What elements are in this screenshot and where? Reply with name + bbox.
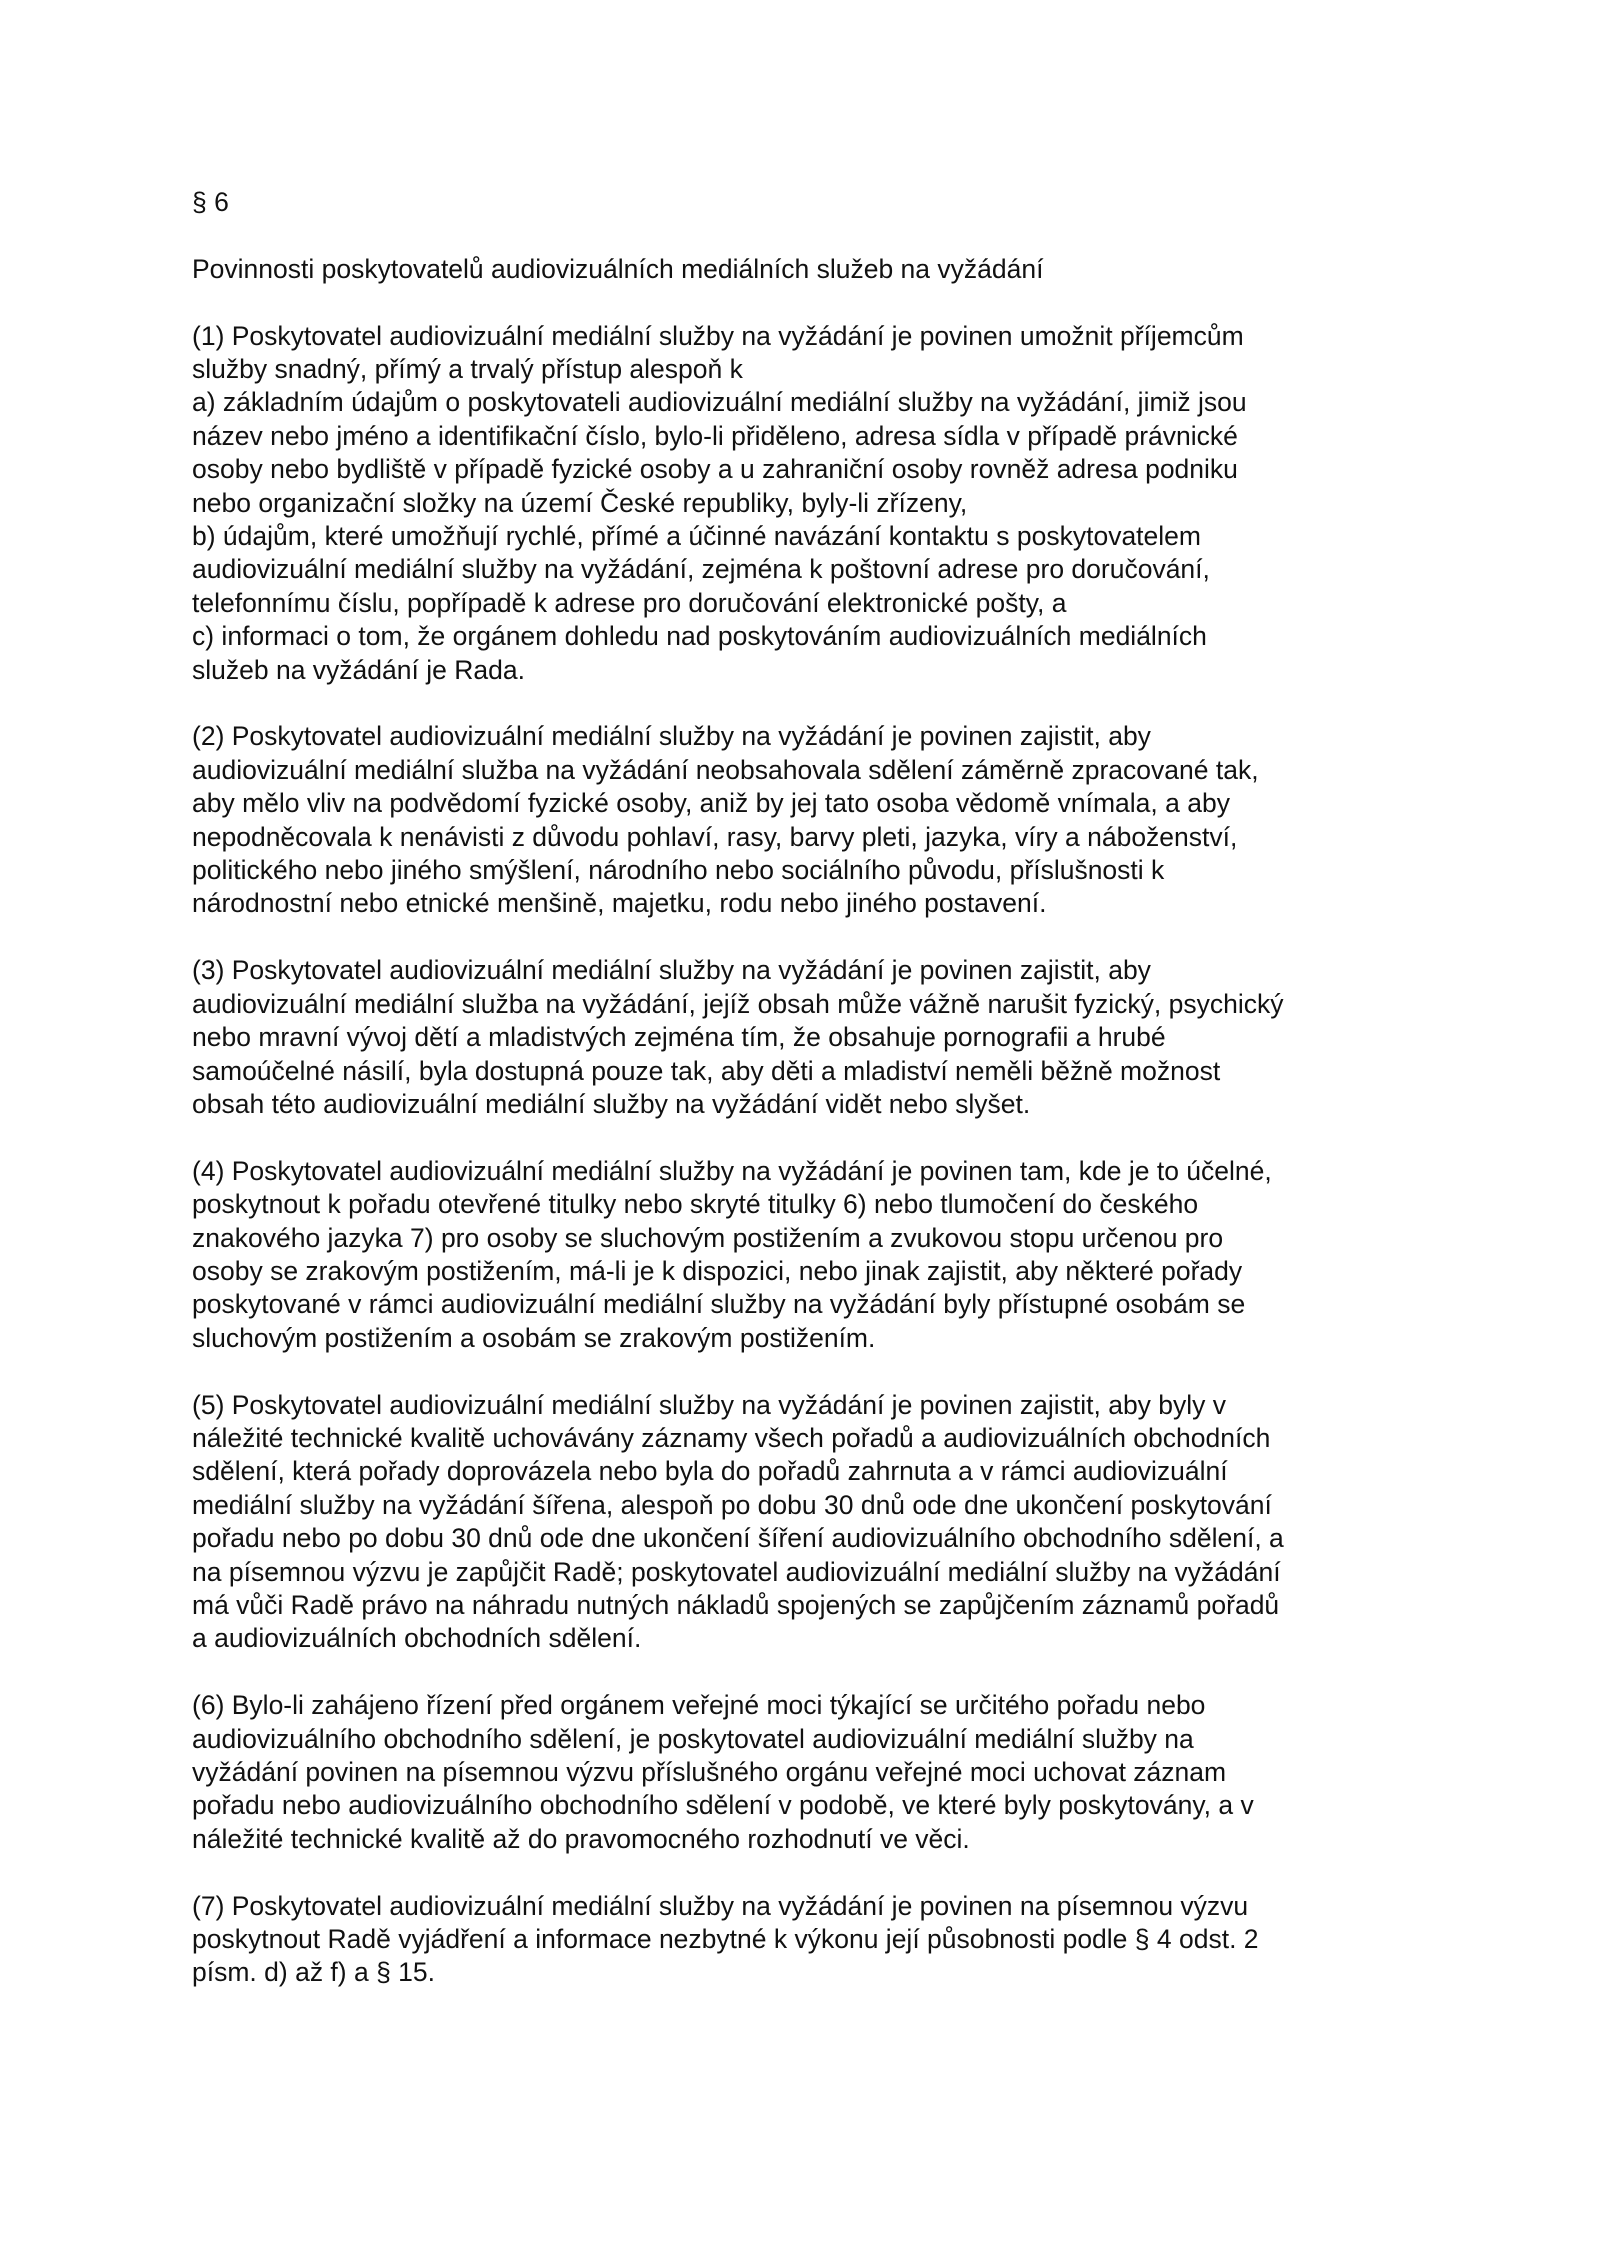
paragraph-line: audiovizuální mediální služba na vyžádání neobsahovala sdělení záměrně zpracované tak, [192, 754, 1259, 785]
paragraph-line: (6) Bylo-li zahájeno řízení před orgánem veřejné moci týkající se určitého pořadu nebo [192, 1690, 1206, 1721]
paragraph-line: nebo organizační složky na území České republiky, byly-li zřízeny, [192, 487, 968, 518]
paragraph-line: audiovizuálního obchodního sdělení, je poskytovatel audiovizuální mediální služby na [192, 1723, 1194, 1754]
paragraph-line: má vůči Radě právo na náhradu nutných nákladů spojených se zapůjčením záznamů pořadů [192, 1589, 1280, 1620]
paragraph-6 [192, 1689, 1428, 1856]
paragraph-line: (5) Poskytovatel audiovizuální mediální služby na vyžádání je povinen zajistit, aby byly v [192, 1389, 1227, 1420]
paragraph-line: samoúčelné násilí, byla dostupná pouze tak, aby děti a mladiství neměli běžně možnost [192, 1055, 1221, 1086]
paragraph-line: b) údajům, které umožňují rychlé, přímé a účinné navázání kontaktu s poskytovatelem [192, 521, 1201, 552]
paragraph-line: vyžádání povinen na písemnou výzvu příslušného orgánu veřejné moci uchovat záznam [192, 1756, 1227, 1787]
paragraph-4 [192, 1155, 1428, 1355]
paragraph-line: politického nebo jiného smýšlení, národního nebo sociálního původu, příslušnosti k [192, 855, 1165, 886]
paragraph-2 [192, 720, 1428, 920]
section-number: § 6 [192, 187, 229, 217]
paragraph-line: audiovizuální mediální služba na vyžádání, jejíž obsah může vážně narušit fyzický, psychický [192, 988, 1284, 1019]
paragraph-line: náležité technické kvalitě až do pravomocného rozhodnutí ve věci. [192, 1823, 970, 1854]
paragraph-5 [192, 1389, 1428, 1656]
paragraph-line: (2) Poskytovatel audiovizuální mediální služby na vyžádání je povinen zajistit, aby [192, 721, 1151, 752]
paragraph-line: nebo mravní vývoj dětí a mladistvých zejména tím, že obsahuje pornografii a hrubé [192, 1022, 1166, 1053]
paragraph-list [192, 320, 1428, 1990]
paragraph-line: pořadu nebo po dobu 30 dnů ode dne ukončení šíření audiovizuálního obchodního sdělení, a [192, 1523, 1284, 1554]
paragraph-7 [192, 1890, 1428, 1990]
paragraph-line: osoby nebo bydliště v případě fyzické osoby a u zahraniční osoby rovněž adresa podniku [192, 454, 1238, 485]
paragraph-line: osoby se zrakovým postižením, má-li je k dispozici, nebo jinak zajistit, aby některé pořady [192, 1255, 1243, 1286]
paragraph-line: služeb na vyžádání je Rada. [192, 654, 525, 685]
paragraph-line: (4) Poskytovatel audiovizuální mediální služby na vyžádání je povinen tam, kde je to účelné, [192, 1155, 1272, 1186]
paragraph-line: (1) Poskytovatel audiovizuální mediální služby na vyžádání je povinen umožnit příjemcům [192, 320, 1244, 351]
paragraph-line: sdělení, která pořady doprovázela nebo byla do pořadů zahrnuta a v rámci audiovizuální [192, 1456, 1228, 1487]
paragraph-line: a audiovizuálních obchodních sdělení. [192, 1623, 642, 1654]
paragraph-line: služby snadný, přímý a trvalý přístup alespoň k [192, 354, 743, 384]
paragraph-line: mediální služby na vyžádání šířena, alespoň po dobu 30 dnů ode dne ukončení poskytování [192, 1489, 1272, 1520]
paragraph-1 [192, 320, 1428, 687]
paragraph-line: písm. d) až f) a § 15. [192, 1957, 436, 1988]
section-title: Povinnosti poskytovatelů audiovizuálních mediálních služeb na vyžádání [192, 253, 1044, 284]
paragraph-line: náležité technické kvalitě uchovávány záznamy všech pořadů a audiovizuálních obchodních [192, 1422, 1271, 1453]
paragraph-line: telefonnímu číslu, popřípadě k adrese pro doručování elektronické pošty, a [192, 587, 1067, 618]
paragraph-line: pořadu nebo audiovizuálního obchodního sdělení v podobě, ve které byly poskytovány, a v [192, 1790, 1254, 1821]
paragraph-line: poskytované v rámci audiovizuální mediální služby na vyžádání byly přístupné osobám se [192, 1289, 1246, 1320]
paragraph-line: obsah této audiovizuální mediální služby na vyžádání vidět nebo slyšet. [192, 1088, 1031, 1119]
paragraph-line: na písemnou výzvu je zapůjčit Radě; poskytovatel audiovizuální mediální služby na vyžádání [192, 1556, 1281, 1587]
paragraph-line: audiovizuální mediální služby na vyžádání, zejména k poštovní adrese pro doručování, [192, 554, 1210, 585]
paragraph-line: nepodněcovala k nenávisti z důvodu pohlaví, rasy, barvy pleti, jazyka, víry a náboženství, [192, 821, 1238, 852]
paragraph-line: c) informaci o tom, že orgánem dohledu nad poskytováním audiovizuálních mediálních [192, 621, 1207, 652]
paragraph-line: (3) Poskytovatel audiovizuální mediální služby na vyžádání je povinen zajistit, aby [192, 955, 1151, 986]
paragraph-line: znakového jazyka 7) pro osoby se sluchovým postižením a zvukovou stopu určenou pro [192, 1222, 1224, 1253]
paragraph-line: sluchovým postižením a osobám se zrakovým postižením. [192, 1322, 876, 1353]
paragraph-line: a) základním údajům o poskytovateli audiovizuální mediální služby na vyžádání, jimiž jsou [192, 387, 1247, 418]
paragraph-3 [192, 954, 1428, 1121]
paragraph-line: (7) Poskytovatel audiovizuální mediální služby na vyžádání je povinen na písemnou výzvu [192, 1890, 1249, 1921]
paragraph-line: poskytnout k pořadu otevřené titulky nebo skryté titulky 6) nebo tlumočení do českého [192, 1189, 1199, 1220]
paragraph-line: poskytnout Radě vyjádření a informace nezbytné k výkonu její působnosti podle § 4 odst. 2 [192, 1924, 1259, 1954]
document-page [192, 186, 1428, 2023]
paragraph-line: aby mělo vliv na podvědomí fyzické osoby, aniž by jej tato osoba vědomě vnímala, a aby [192, 788, 1230, 819]
paragraph-line: název nebo jméno a identifikační číslo, bylo-li přiděleno, adresa sídla v případě právnické [192, 420, 1238, 451]
paragraph-line: národnostní nebo etnické menšině, majetku, rodu nebo jiného postavení. [192, 888, 1047, 919]
